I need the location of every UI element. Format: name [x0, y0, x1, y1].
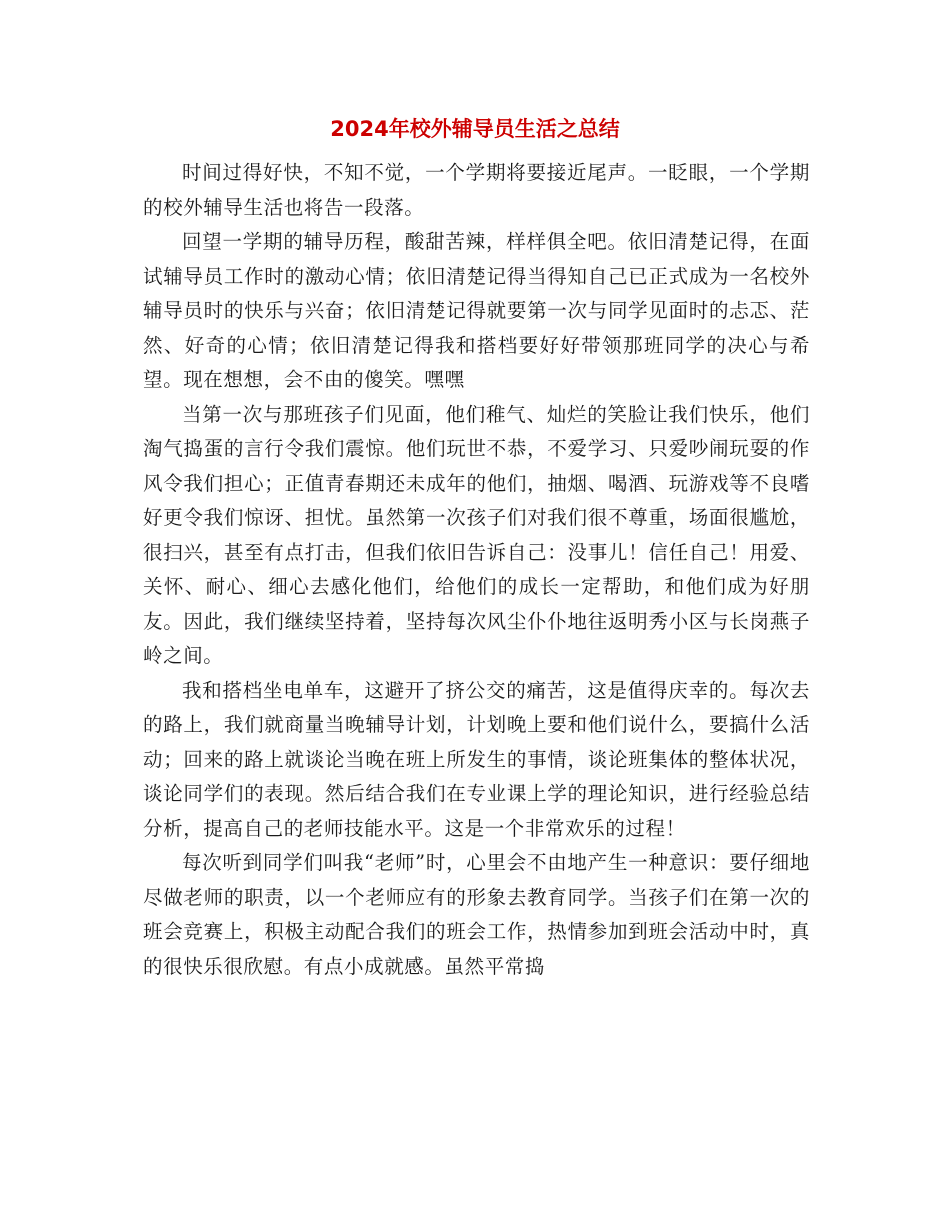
paragraph: 我和搭档坐电单车，这避开了挤公交的痛苦，这是值得庆幸的。每次去的路上，我们就商量当晚辅导计划，计划晚上要和他们说什么，要搞什么活动；回来的路上就谈论当晚在班上所发生的事情，谈论班集体的整体状况，谈论同学们的表现。然后结合我们在专业课上学的理论知识，进行经验总结分析，提高自己的老师技能水平。这是一个非常欢乐的过程！: [143, 678, 810, 840]
paragraph: 回望一学期的辅导历程，酸甜苦辣，样样俱全吧。依旧清楚记得，在面试辅导员工作时的激动心情；依旧清楚记得当得知自己已正式成为一名校外辅导员时的快乐与兴奋；依旧清楚记得就要第一次与同学见面时的忐忑、茫然、好奇的心情；依旧清楚记得我和搭档要好好带领那班同学的决心与希望。现在想想，会不由的傻笑。嘿嘿: [143, 230, 810, 391]
document-body: [143, 156, 810, 984]
paragraph: 时间过得好快，不知不觉，一个学期将要接近尾声。一眨眼，一个学期的校外辅导生活也将告一段落。: [143, 161, 810, 219]
document-title: 2024年校外辅导员生活之总结: [330, 117, 620, 141]
paragraph: 当第一次与那班孩子们见面，他们稚气、灿烂的笑脸让我们快乐，他们淘气捣蛋的言行令我们震惊。他们玩世不恭，不爱学习、只爱吵闹玩耍的作风令我们担心；正值青春期还未成年的他们，抽烟、喝酒、玩游戏等不良嗜好更令我们惊讶、担忧。虽然第一次孩子们对我们很不尊重，场面很尴尬，很扫兴，甚至有点打击，但我们依旧告诉自己：没事儿！信任自己！用爱、关怀、耐心、细心去感化他们，给他们的成长一定帮助，和他们成为好朋友。因此，我们继续坚持着，坚持每次风尘仆仆地往返明秀小区与长岗燕子岭之间。: [143, 402, 810, 667]
paragraph: 每次听到同学们叫我“老师”时，心里会不由地产生一种意识：要仔细地尽做老师的职责，以一个老师应有的形象去教育同学。当孩子们在第一次的班会竞赛上，积极主动配合我们的班会工作，热情参加到班会活动中时，真的很快乐很欣慰。有点小成就感。虽然平常捣: [143, 851, 810, 978]
